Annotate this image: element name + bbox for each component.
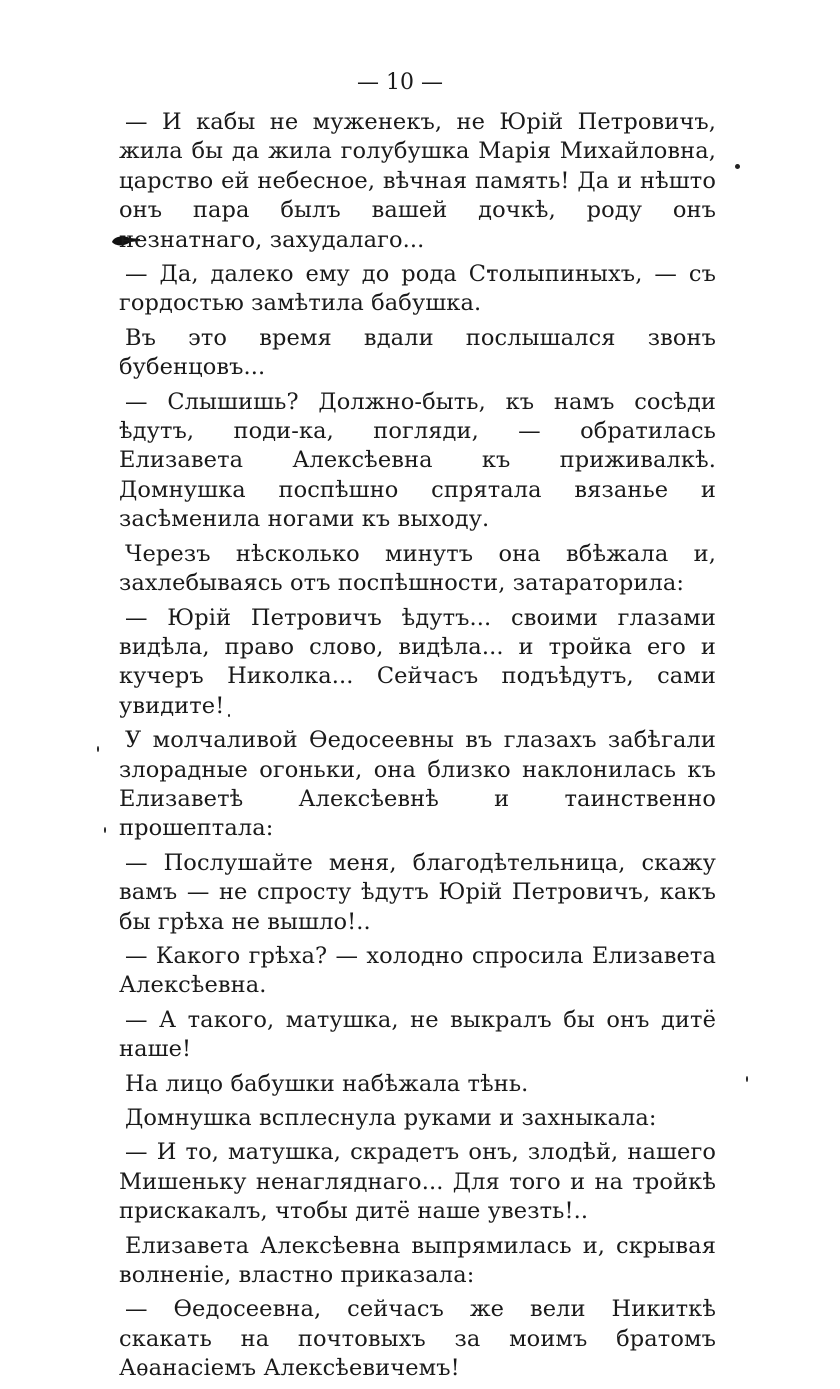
ink-speck [735, 164, 740, 169]
paragraph: — И то, матушка, скрадетъ онъ, злодѣй, нашего Мишеньку ненагляднаго... Для того и на тройкѣ прискакалъ, чтобы дитё наше увезть!.. [119, 1139, 716, 1225]
paragraph: Елизавета Алексѣевна выпрямилась и, скрывая волненіе, властно приказала: [119, 1232, 716, 1289]
ink-speck [97, 746, 99, 752]
paragraph: — Да, далеко ему до рода Столыпиныхъ, — съ гордостью замѣтила бабушка. [119, 261, 716, 317]
paragraph: — Ѳедосеевна, сейчасъ же вели Никиткѣ скакать на почтовыхъ за моимъ братомъ Аѳанасіемъ Алексѣевичемъ! [119, 1296, 716, 1382]
ink-speck [746, 1076, 748, 1082]
paragraph: Домнушка всплеснула руками и захныкала: [125, 1105, 657, 1131]
paragraph: — Послушайте меня, благодѣтельница, скажу вамъ — не спросту ѣдутъ Юрій Петровичъ, какъ бы грѣха не вышло!.. [119, 849, 716, 935]
paragraph: — Слышишь? Должно-быть, къ намъ сосѣди ѣдутъ, поди-ка, погляди, — обратилась Елизавета Алексѣевна къ приживалкѣ. Домнушка поспѣшно спрятала вязанье и засѣменила ногами къ выходу. [119, 388, 716, 533]
body-text [119, 108, 716, 1389]
paragraph: На лицо бабушки набѣжала тѣнь. [125, 1070, 529, 1097]
paragraph: Въ это время вдали послышался звонъ бубенцовъ... [119, 324, 716, 381]
paragraph: — И кабы не муженекъ, не Юрій Петровичъ, жила бы да жила голубушка Марія Михайловна, царство ей небесное, вѣчная память! Да и нѣшто онъ пара былъ вашей дочкѣ, роду онъ незнатнаго, захудалаго... [119, 109, 716, 253]
paragraph: У молчаливой Ѳедосеевны въ глазахъ забѣгали злорадные огоньки, она близко наклонилась къ Елизаветѣ Алексѣевнѣ и таинственно прошептала: [119, 727, 716, 842]
paragraph: — Какого грѣха? — холодно спросила Елизавета Алексѣевна. [119, 942, 716, 999]
ink-speck [104, 827, 106, 833]
paragraph: — А такого, матушка, не выкралъ бы онъ дитё наше! [119, 1006, 716, 1063]
page-number: — 10 — [357, 70, 443, 95]
paragraph: — Юрій Петровичъ ѣдутъ... своими глазами видѣла, право слово, видѣла... и тройка его и кучеръ Николка... Сейчасъ подъѣдутъ, сами увидите! [119, 604, 716, 719]
paragraph: Черезъ нѣсколько минутъ она вбѣжала и, захлебываясь отъ поспѣшности, затараторила: [119, 540, 716, 597]
